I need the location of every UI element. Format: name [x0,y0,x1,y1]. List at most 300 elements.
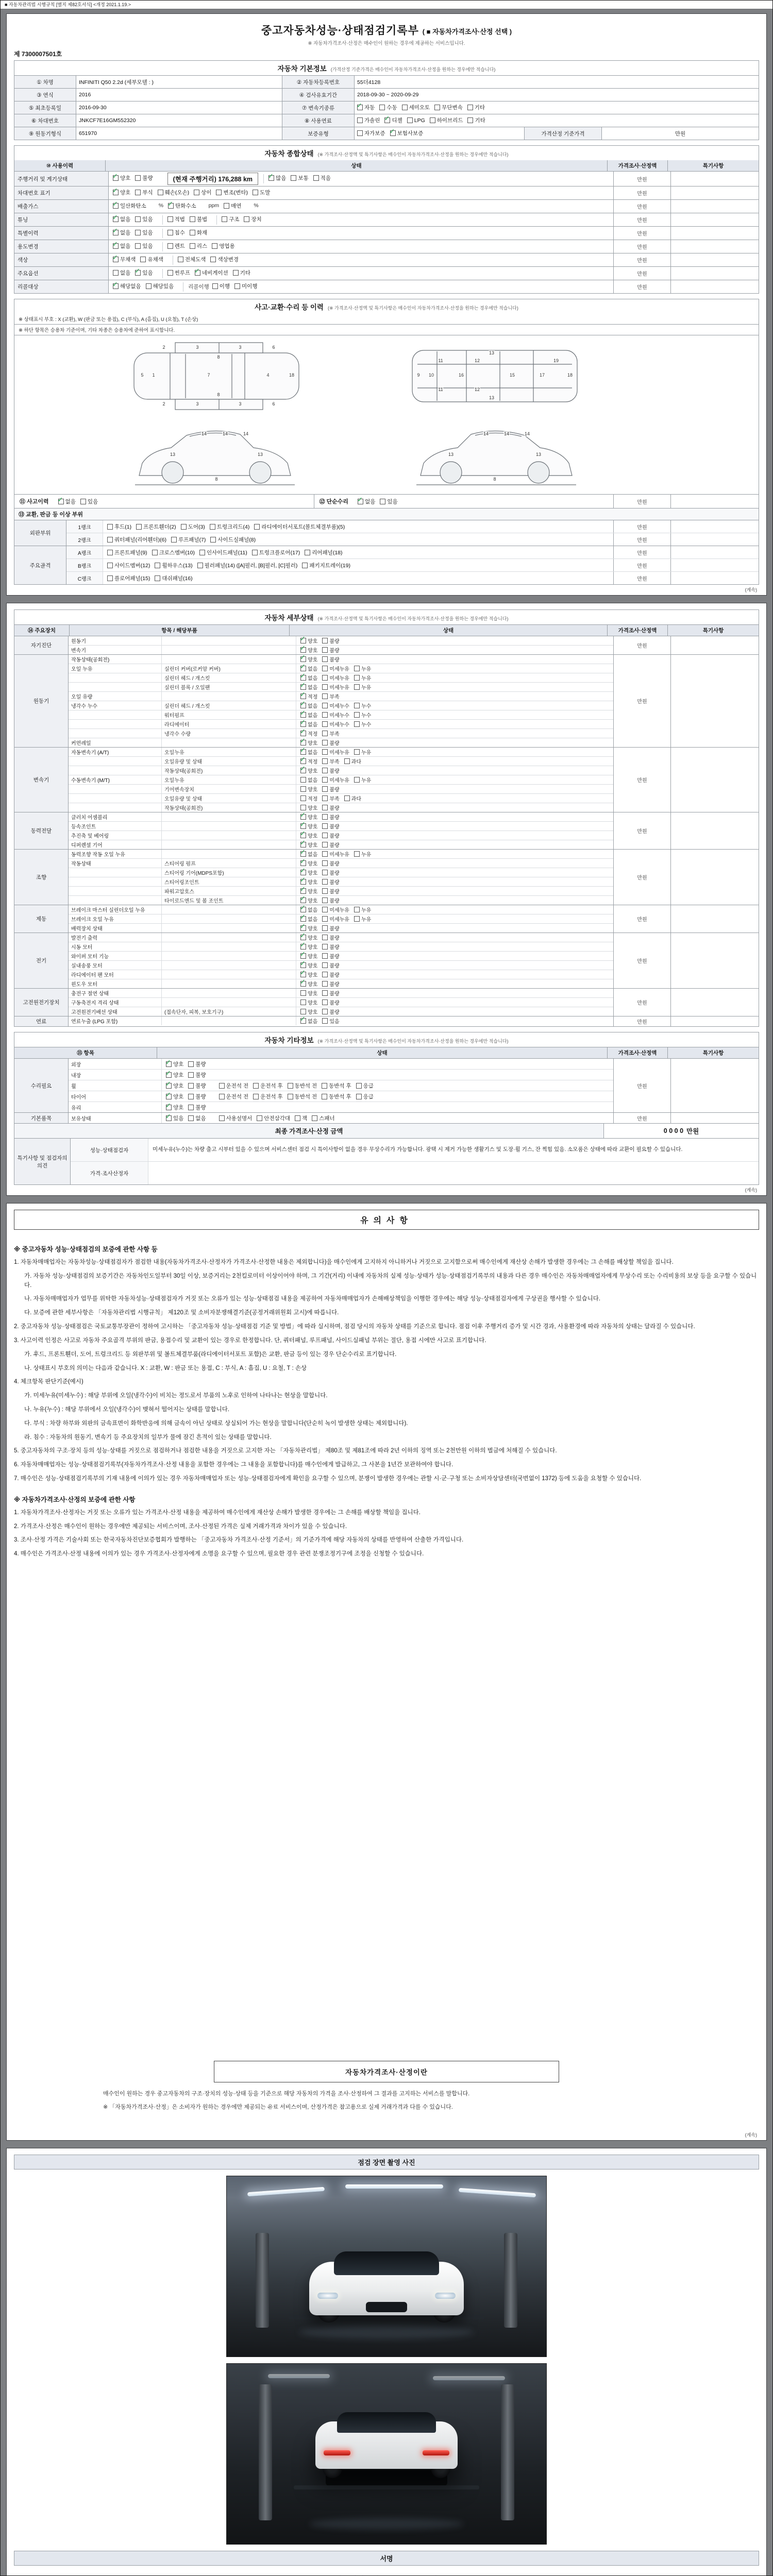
checkbox-icon [354,712,360,718]
checkbox-icon [194,190,199,195]
sub-part-name: 냉각수 수량 [162,729,296,738]
checkbox-option [166,1060,183,1068]
panel-number: 3 [239,401,242,406]
option-list [113,229,158,238]
option-label: 패키지트레이(19) [309,562,350,569]
checkbox-icon [300,731,306,736]
section-title: 자동차 기타정보 [264,1037,314,1044]
remark-cell [671,546,759,558]
model-year-value: 2016 [76,89,282,101]
option-list [268,174,335,183]
sub-part-name [162,905,296,914]
option-label: 프론트패널(9) [114,549,147,556]
option-label: 인사이드패널(11) [206,549,247,556]
extra-row [69,1069,613,1080]
option-label: 유채색 [147,256,163,263]
price-cell: 만원 [613,812,670,849]
checkbox-icon [135,216,141,222]
panel-number: 18 [289,372,295,378]
checkbox-icon [313,175,319,181]
ceiling-light [433,2376,505,2380]
status-code-legend: ※ 상태표시 부호 : X (교환), W (판금 또는 용접), C (부식), A (흠집), U (요철), T (손상) [14,314,759,325]
remark-cell [671,267,759,280]
price-cell: 만원 [613,748,670,812]
title-option: ( ■ 자동차가격조사·산정 선택 ) [422,28,512,36]
sub-part-name: (접속단자, 피복, 보호기구) [162,1007,296,1016]
option-label: 응급 [363,1082,374,1089]
option-label: 자동 [364,105,375,111]
checkbox-icon [354,666,360,671]
row-status [109,200,614,213]
sub-part-name: 라디에이터 [162,720,296,728]
item-name: 등속조인트 [69,822,162,831]
price-unit: 만원 [686,1128,699,1135]
panel-number: 18 [567,372,573,378]
checkbox-option [322,887,339,895]
device-row [69,803,613,812]
row-status [109,213,614,226]
checkbox-option [166,1093,183,1100]
option-group [162,215,217,225]
status-options [296,655,613,664]
checkbox-option [354,683,371,691]
sub-part-name [162,998,296,1007]
device-row [69,923,613,933]
option-label: 미세누유 [329,778,349,784]
panel-number: 6 [272,401,275,406]
checkbox-option [354,674,371,682]
checkbox-icon [300,897,306,903]
device-group [14,933,759,989]
option-groups [263,174,340,183]
option-list [167,269,255,278]
option-label: 기타 [240,269,251,276]
checkbox-icon [166,1083,172,1089]
checkbox-icon [195,270,200,276]
remark-cell [670,1059,759,1112]
remark-cell [670,1113,759,1123]
checkbox-icon [212,283,218,289]
checkbox-icon [357,105,363,110]
sub-part-name [162,942,296,951]
rank-name: 1랭크 [66,520,103,533]
checkbox-option [322,896,339,904]
device-row [69,1007,613,1016]
status-options [162,1102,613,1112]
option-label: 양호 [308,657,318,663]
checkbox-icon [300,972,306,977]
checkbox-option [155,562,192,569]
status-options [296,989,613,997]
panel-number: 8 [217,392,220,397]
option-label: 불량 [329,1001,340,1006]
overall-column-headers [14,160,759,172]
status-options [296,683,613,691]
checkbox-option [268,174,286,182]
checkbox-icon [288,1094,293,1099]
price-cell: 만원 [614,253,671,266]
group-label: 리콜이행 [188,284,209,290]
option-label: 적음 [320,175,331,181]
checkbox-option [322,757,339,765]
inspection-photo-front [226,2176,547,2357]
checkbox-option [322,859,339,867]
notice-line [14,1461,759,1470]
option-label: 양호 [308,834,318,839]
field-label: ⑦ 변속기종류 [282,101,355,114]
option-label: 응급 [363,1093,374,1100]
notice-line [14,1419,759,1429]
lift-post [259,2384,272,2520]
checkbox-icon [322,656,328,662]
notice-list-1 [14,1258,759,1488]
checkbox-option [113,242,130,250]
extra-groups [14,1059,759,1124]
option-label: 누유 [361,685,372,691]
checkbox-option [222,215,239,223]
status-options [296,961,613,970]
checkbox-icon [300,675,306,681]
checkbox-option [300,822,317,830]
checkbox-icon [322,833,328,838]
notice-text: 4. 체크항목 판단기준(예시) [14,1379,83,1385]
row-label: 배출가스 [14,200,109,213]
option-label: 미세누유 [329,852,349,858]
status-options [296,1016,613,1025]
option-label: 가솔린 [364,117,380,124]
device-row [69,970,613,979]
checkbox-icon [300,935,306,940]
extra-rows [69,1059,613,1112]
checkbox-icon [344,795,350,801]
sub-part-name: 실린더 커버(로커암 커버) [162,664,296,673]
option-list [113,215,158,225]
option-list [113,189,275,198]
checkbox-icon [113,216,119,222]
checkbox-icon [322,972,328,977]
engine-type-value: 651970 [76,127,282,140]
option-label: 후드(1) [114,523,132,530]
checkbox-icon [322,1018,328,1024]
checkbox-option [300,971,317,978]
accident-history-field [14,495,314,508]
position-options [219,1093,378,1100]
checkbox-option [107,523,131,531]
page-1 [6,13,767,596]
checkbox-icon [155,563,160,568]
status-options [296,729,613,738]
checkbox-option [171,536,206,544]
checkbox-option [252,549,300,556]
checkbox-option [300,767,317,774]
headlight [435,2293,456,2299]
checkbox-option [167,229,185,236]
checkbox-icon [167,216,173,222]
remark-cell [671,227,759,240]
checkbox-option [322,971,339,978]
price-amount: 0 0 0 0 [663,1127,684,1134]
status-options [296,664,613,673]
inspection-photo-rear [226,2363,547,2545]
option-list [167,242,240,251]
option-label: 미세누수 [329,722,349,728]
sub-part-name [162,636,296,645]
remark-cell [670,850,759,905]
notice-text: 1. 자동차매매업자는 자동차성능·상태점검자가 점검한 내용(자동차가격조사·산정자가 가격조사·산정한 내용은 제외합니다)을 매수인에게 고지하지 아니하거나 거짓으로 고지함으로써 매수인에게 재산상 손해가 발생한 경우에는 그 손해를 배상할 책임을 집니다. [14,1259,674,1265]
column-header: ⑮ 항목 [14,1047,157,1058]
checkbox-icon [300,647,306,653]
option-group [162,269,260,278]
checkbox-option [233,269,250,277]
extra-row [69,1059,613,1069]
column-header: 가격조사·산정액 [608,625,668,636]
checkbox-icon [107,575,113,581]
price-cell: 만원 [614,572,671,584]
price-unit: 만원 [675,130,686,137]
option-label: 양호 [308,806,318,811]
checkbox-icon [257,1115,262,1121]
device-group-name: 고전원전기장치 [14,989,69,1016]
option-label: 보통 [298,175,309,181]
checkbox-icon [300,1009,306,1014]
option-label: 양호 [308,889,318,895]
section-note: (※ 가격조사·산정액 및 특기사항은 매수인이 자동차가격조사·산정을 원하는 경우에만 적습니다) [317,152,509,157]
panel-number: 2 [162,345,165,350]
checkbox-option [300,665,317,672]
checkbox-icon [300,860,306,866]
checkbox-option [178,256,206,263]
extra-row [69,1113,613,1123]
option-label: 불량 [195,1082,206,1089]
position-options [219,1114,340,1122]
rank-items [103,546,614,558]
device-row [69,775,613,784]
option-label: 누수 [361,704,372,709]
photo-section-title: 점검 장면 촬영 사진 [14,2155,759,2170]
item-name [69,794,162,803]
title-text: 중고자동차성능·상태점검기록부 [261,25,419,37]
checkbox-icon [113,190,119,195]
option-label: 적정 [308,796,318,802]
option-group [357,116,490,124]
checkbox-icon [253,1083,259,1089]
opinion-text [148,1162,759,1184]
option-groups [113,189,279,198]
option-group [166,1104,211,1111]
status-options [296,868,613,877]
rank-row [66,558,759,571]
checkbox-icon [322,805,328,810]
option-label: 탄화수소 [175,202,196,209]
option-group [113,269,162,278]
checkbox-option [152,549,195,556]
option-label: 사이드멤버(12) [114,562,150,569]
item-name [69,896,162,905]
option-label: 있음 [142,243,153,249]
column-header: 특기사항 [702,1050,724,1056]
item-name: 유리 [69,1102,162,1112]
sub-part-name: 워터펌프 [162,710,296,719]
overall-header [14,145,759,160]
sub-part-name [162,738,296,747]
floor-reflection [299,2326,474,2339]
device-row [69,877,613,886]
option-groups [113,174,162,183]
option-label: 있음 [173,1115,184,1122]
checkbox-icon [322,990,328,996]
notice-text: 다. 보증에 관한 세부사항은 「자동차관리법 시행규칙」 제120조 및 소비자분쟁해결기준(공정거래위원회 고시)에 따릅니다. [24,1310,339,1316]
option-label: 없음 [120,216,131,223]
notice-text: 5. 중고자동차의 구조·장치 등의 성능·상태를 거짓으로 점검하거나 점검한 내용을 거짓으로 고지한 자는 「자동차관리법」 제80조 및 제81조에 따라 2년 이하의 징역 또는 2천만원 이하의 벌금에 처해질 수 있습니다. [14,1448,557,1454]
checkbox-icon [300,638,306,643]
option-label: 미세누유 [329,676,349,682]
notice-line [14,1522,759,1532]
option-label: 없음 [308,676,318,682]
checkbox-option [300,804,317,811]
checkbox-option [322,924,339,932]
panel-number: 13 [535,452,542,457]
option-label: 없음 [308,1019,318,1025]
status-options [162,1091,613,1101]
panel-number: 11 [438,387,443,392]
option-label: 양호 [308,639,318,645]
accident-summary-row [14,495,759,509]
checkbox-option [219,1082,249,1090]
status-options [296,766,613,775]
detail-header [14,609,759,624]
checkbox-option [300,841,317,849]
notice-text: 4. 매수인은 가격조사·산정 내용에 이의가 있는 경우 가격조사·산정자에게 소명을 요구할 수 있으며, 필요한 경우 관련 분쟁조정기구에 조정을 신청할 수 있습니다. [14,1551,424,1557]
checkbox-option [166,1114,183,1122]
option-group [113,215,162,225]
checkbox-icon [224,203,229,209]
inspection-period-value: 2018-09-30 ~ 2020-09-29 [355,89,759,101]
sub-part-name: 실린더 블록 / 오일팬 [162,683,296,691]
option-label: 불량 [195,1093,206,1100]
position-options [219,1082,378,1090]
ceiling-light [268,2374,330,2378]
checkbox-icon [407,117,413,123]
continued-marker: (계속) [745,1188,757,1193]
option-label: 있음 [387,498,398,505]
option-label: 변조(변타) [223,189,248,196]
notice-text: 2. 가격조사·산정은 매수인이 원하는 경우에만 제공되는 서비스이며, 조사·산정된 가격은 실제 거래가격과 차이가 있을 수 있습니다. [14,1523,347,1530]
option-label: 불량 [329,806,340,811]
checkbox-option [300,952,317,960]
checkbox-option [155,574,192,582]
checkbox-icon [234,283,240,289]
option-label: 불량 [329,945,340,951]
checkbox-option [188,1114,206,1122]
device-row [69,756,613,766]
item-name: 충전구 절연 상태 [69,989,162,997]
panel-number: 3 [196,345,199,350]
option-label: 네비게이션 [202,269,228,276]
option-label: 이행 [219,283,230,290]
checkbox-option [344,794,361,802]
checkbox-option [257,1114,290,1122]
lift-arm [294,2485,479,2489]
remark-cell [670,636,759,654]
status-options [296,701,613,710]
notice-text: ※ 「자동차가격조사·산정」은 소비자가 원하는 경우에만 제공되는 유료 서비스이며, 산정가격은 참고용으로 실제 거래가격과 다를 수 있습니다. [103,2104,453,2110]
option-label: 불량 [329,861,340,867]
checkbox-icon [197,563,203,568]
option-label: 양호 [308,880,318,886]
inspector-opinion [14,1139,759,1185]
notice-heading: ※ 중고자동차 성능·상태점검의 보증에 관한 사항 등 [14,1246,158,1253]
headlight [317,2293,338,2299]
sub-part-name [162,822,296,831]
checkbox-icon [300,703,306,708]
checkbox-icon [216,190,222,195]
sub-part-name: 오일누유 [162,748,296,756]
checkbox-option [300,980,317,988]
status-options [296,1007,613,1016]
notice-heading: ※ 자동차가격조사·산정의 보증에 관한 사항 [14,1496,136,1503]
option-label: 양호 [308,648,318,654]
condition-row [14,200,759,213]
item-name [69,887,162,895]
notice-line [14,1447,759,1456]
device-row [69,895,613,905]
checkbox-option [219,1114,253,1122]
row-status [109,227,614,240]
checkbox-option [113,189,130,196]
checkbox-option [344,757,361,765]
checkbox-option [322,841,339,849]
checkbox-option [434,104,463,111]
checkbox-option [113,202,163,210]
condition-row [14,240,759,253]
row-status [109,172,614,186]
section-note: (가격산정 기준가격은 매수인이 자동차가격조사·산정을 원하는 경우에만 적습니다) [330,67,496,72]
checkbox-icon [300,907,306,912]
option-label: 크로스멤버(10) [159,549,195,556]
checkbox-option [113,215,130,223]
checkbox-option [210,256,239,263]
checkbox-icon [467,105,473,110]
column-header: 상태 [106,160,608,171]
first-registration-value: 2016-09-30 [76,101,282,114]
checkbox-option [300,906,317,913]
checkbox-option [168,202,219,210]
price-cell: 만원 [614,227,671,240]
status-options [296,840,613,849]
lift-arm [289,2315,484,2319]
page-2 [6,603,767,1196]
checkbox-option [135,189,153,196]
checkbox-option [210,536,256,544]
option-groups [113,242,244,251]
option-label: 잭 [302,1115,308,1122]
notice-line [14,1405,759,1415]
option-group [113,256,173,265]
option-label: 있음 [142,269,153,276]
panel-number: 13 [257,452,263,457]
option-label: 색상변경 [217,256,239,263]
option-label: 양호 [173,1104,184,1111]
checkbox-icon [135,243,141,249]
checkbox-option [195,269,228,277]
option-label: 구조 [229,216,240,223]
checkbox-icon [467,117,473,123]
device-row [69,812,613,821]
sub-part-name [162,692,296,701]
checkbox-option [322,683,349,691]
option-label: 누유 [361,917,372,923]
remark-cell [671,172,759,186]
